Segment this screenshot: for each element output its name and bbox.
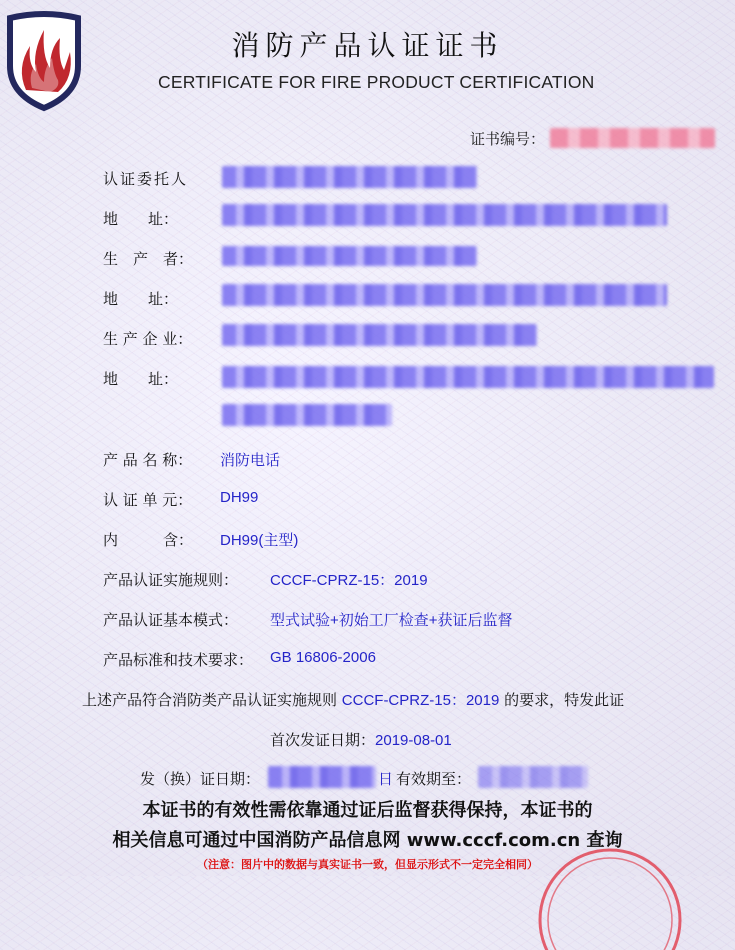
redacted-producer <box>222 246 477 266</box>
factory-label: 生 产 企 业： <box>103 330 193 348</box>
redacted-issue-date <box>268 766 376 788</box>
info-website-notice: 相关信息可通过中国消防产品信息网 www.cccf.com.cn 查询 <box>112 830 623 851</box>
first-issue-line <box>270 729 452 750</box>
redacted-cert-number <box>550 128 715 148</box>
unit-label: 认 证 单 元： <box>103 491 193 509</box>
redacted-valid-until <box>478 766 588 788</box>
producer-label: 生 产 者： <box>103 250 194 268</box>
certificate-subtitle: CERTIFICATE FOR FIRE PRODUCT CERTIFICATION <box>158 72 595 92</box>
mode-value: 型式试验+初始工厂检查+获证后监督 <box>270 612 513 629</box>
issue-date-label: 发（换）证日期： <box>140 770 261 788</box>
statement-rule: CCCF-CPRZ-15：2019 <box>341 692 500 709</box>
address-label-2: 地 址： <box>103 290 179 308</box>
mode-label: 产品认证基本模式： <box>103 611 239 629</box>
contains-value: DH99(主型) <box>220 532 299 549</box>
disclaimer-note: （注意：图片中的数据与真实证书一致，但显示形式不一定完全相同） <box>197 858 538 871</box>
address-label-1: 地 址： <box>103 210 179 228</box>
cert-number-label: 证书编号： <box>470 130 546 148</box>
rule-label: 产品认证实施规则： <box>103 571 239 589</box>
compliance-statement <box>82 689 624 710</box>
redacted-client <box>222 166 477 188</box>
first-issue-label: 首次发证日期： <box>270 731 376 749</box>
product-name-label: 产 品 名 称： <box>103 451 193 469</box>
standard-value: GB 16806-2006 <box>270 649 376 666</box>
statement-suffix: 的要求，特发此证 <box>499 691 625 709</box>
red-seal-stamp <box>520 830 700 950</box>
product-name-value: 消防电话 <box>220 452 281 469</box>
statement-prefix: 上述产品符合消防类产品认证实施规则 <box>82 691 342 709</box>
redacted-address-3b <box>222 404 392 426</box>
redacted-factory <box>222 324 537 346</box>
certificate-title: 消防产品认证证书 <box>231 29 504 62</box>
rule-value: CCCF-CPRZ-15：2019 <box>270 572 428 589</box>
client-label: 认证委托人 <box>103 170 189 188</box>
validity-notice: 本证书的有效性需依靠通过证后监督获得保持，本证书的 <box>142 800 593 821</box>
issue-date-tail: 日 <box>378 770 394 788</box>
first-issue-date: 2019-08-01 <box>375 732 452 749</box>
redacted-address-1 <box>222 204 667 226</box>
redacted-address-3a <box>222 366 714 388</box>
address-label-3: 地 址： <box>103 370 179 388</box>
unit-value: DH99 <box>220 489 259 506</box>
redacted-address-2 <box>222 284 667 306</box>
valid-until-label: 有效期至： <box>396 770 472 788</box>
standard-label: 产品标准和技术要求： <box>103 651 254 669</box>
contains-label: 内 含： <box>103 531 194 549</box>
